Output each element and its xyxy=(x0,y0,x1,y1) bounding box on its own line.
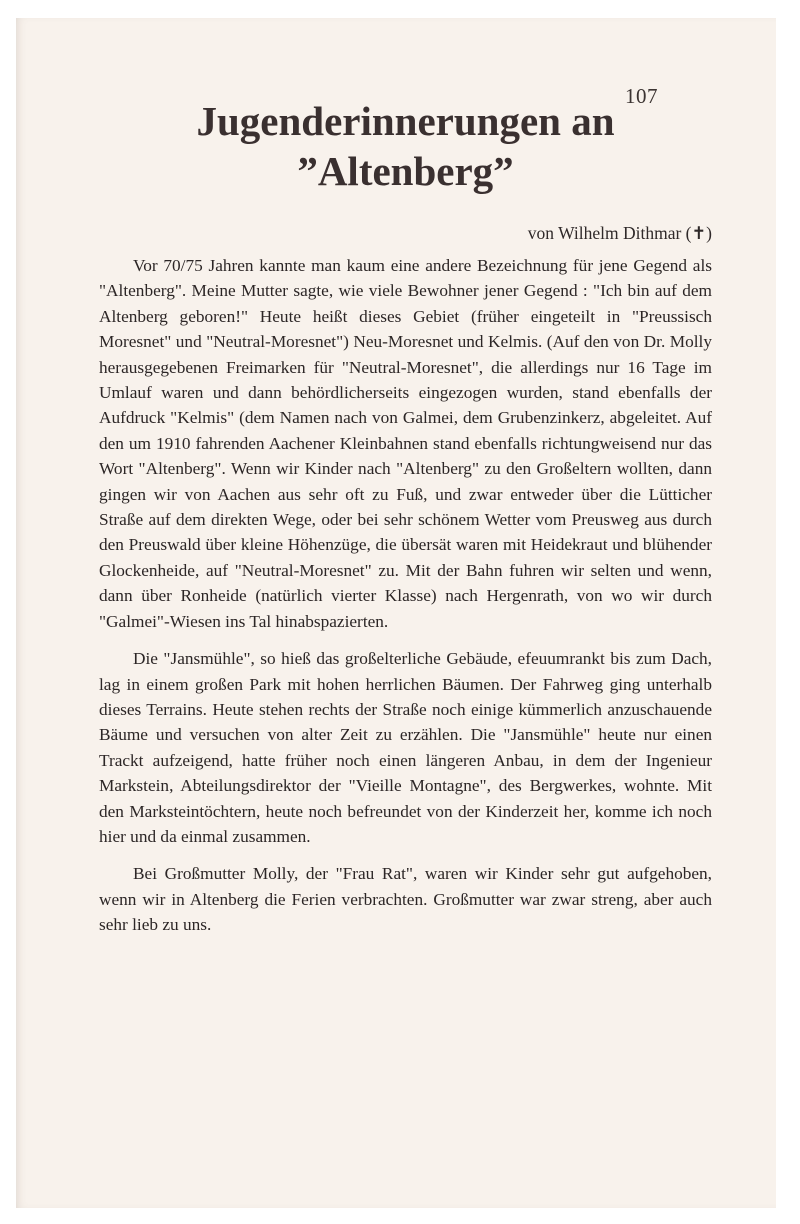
paragraph-2: Die "Jansmühle", so hieß das großelterliche Gebäude, efeuumrankt bis zum Dach, lag in einem großen Park mit hohen herrlichen Bäumen. Der Fahrweg ging unterhalb dieses Terrains. Heute stehen rechts der Straße noch einige kümmerlich anzuschauende Bäume und versuchen von alter Zeit zu erzählen. Die "Jansmühle" heute nur einen Trackt aufzeigend, hatte früher noch einen längeren Anbau, in dem der Ingenieur Markstein, Abteilungsdirektor der "Vieille Montagne", des Bergwerkes, wohnte. Mit den Marksteintöchtern, heute noch befreundet von der Kinderzeit her, komme ich noch hier und da einmal zusammen. xyxy=(99,649,712,846)
article-title xyxy=(99,96,712,196)
page-number: 107 xyxy=(625,84,658,108)
title-line-2: ”Altenberg” xyxy=(297,148,514,194)
paragraph-1: Vor 70/75 Jahren kannte man kaum eine andere Bezeichnung für jene Gegend als "Altenberg". Meine Mutter sagte, wie viele Bewohner jener Gegend : "Ich bin auf dem Altenberg geboren!" Heute heißt dieses Gebiet (früher eingeteilt in "Preussisch Moresnet" und "Neutral-Moresnet") Neu-Moresnet und Kelmis. (Auf den von Dr. Molly herausgegebenen Freimarken für "Neutral-Moresnet", die allerdings nur 16 Tage im Umlauf waren und dann behördlicherseits eingezogen wurden, stand ebenfalls der Aufdruck "Kelmis" (dem Namen nach von Galmei, dem Grubenzinkerz, abgeleitet. Auf den um 1910 fahrenden Aachener Kleinbahnen stand ebenfalls richtungweisend nur das Wort "Altenberg". Wenn wir Kinder nach "Altenberg" zu den Großeltern wollten, dann gingen wir von Aachen aus sehr oft zu Fuß, und zwar entweder über die Lütticher Straße auf dem direkten Wege, oder bei sehr schönem Wetter vom Preusweg aus durch den Preuswald über kleine Höhenzüge, die übersät waren mit Heidekraut und blühender Glockenheide, auf "Neutral-Moresnet" zu. Mit der Bahn fuhren wir selten und wenn, dann über Ronheide (natürlich vierter Klasse) nach Hergenrath, von wo wir durch "Galmei"-Wiesen ins Tal hinabspazierten. xyxy=(99,256,712,631)
author-byline: von Wilhelm Dithmar (✝) xyxy=(527,223,712,243)
article-body xyxy=(99,253,712,950)
title-line-1: Jugenderinnerungen an xyxy=(196,98,615,144)
paragraph-3: Bei Großmutter Molly, der "Frau Rat", waren wir Kinder sehr gut aufgehoben, wenn wir in Altenberg die Ferien verbrachten. Großmutter war zwar streng, aber auch sehr lieb zu uns. xyxy=(99,864,712,935)
